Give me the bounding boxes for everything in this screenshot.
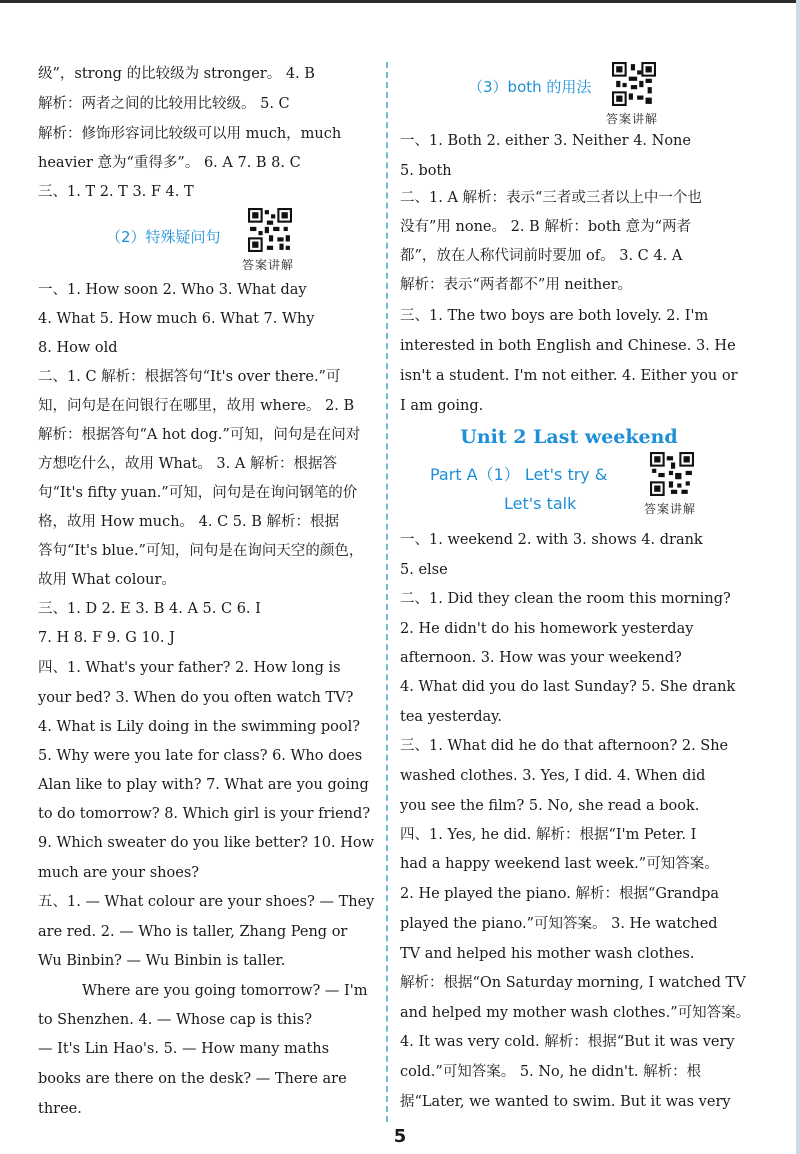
answer-line: 二、1. C 解析：根据答句“It's over there.”可 <box>38 369 341 385</box>
answer-line: 五、1. — What colour are your shoes? — They <box>38 894 375 910</box>
answer-line: 2. He didn't do his homework yesterday <box>400 621 694 637</box>
answer-line: 知，问句是在问银行在哪里，故用 where。 2. B <box>38 398 355 414</box>
answer-line: 解析：根据“On Saturday morning, I watched TV <box>400 975 746 991</box>
answer-line: heavier 意为“重得多”。 6. A 7. B 8. C <box>38 155 301 171</box>
answer-line: 7. H 8. F 9. G 10. J <box>38 630 175 646</box>
answer-line: 没有”用 none。 2. B 解析：both 意为“两者 <box>400 219 692 235</box>
section-title: （2）特殊疑问句 <box>106 228 221 246</box>
answer-line: 四、1. Yes, he did. 解析：根据“I'm Peter. I <box>400 827 697 843</box>
column-divider <box>386 62 388 1122</box>
answer-line: to do tomorrow? 8. Which girl is your friend? <box>38 806 371 822</box>
answer-line: 一、1. weekend 2. with 3. shows 4. drank <box>400 532 703 548</box>
answer-line: cold.”可知答案。 5. No, he didn't. 解析：根 <box>400 1064 702 1080</box>
answer-line: 8. How old <box>38 340 118 356</box>
answer-line: 三、1. T 2. T 3. F 4. T <box>38 184 194 200</box>
answer-line: 4. What 5. How much 6. What 7. Why <box>38 311 315 327</box>
answer-line: afternoon. 3. How was your weekend? <box>400 650 682 666</box>
answer-line: 解析：修饰形容词比较级可以用 much，much <box>38 126 342 142</box>
answer-line: isn't a student. I'm not either. 4. Either you or <box>400 368 738 384</box>
qr-label: 答案讲解 <box>242 258 295 272</box>
answer-line: your bed? 3. When do you often watch TV? <box>38 690 354 706</box>
answer-line: Where are you going tomorrow? — I'm <box>82 983 368 999</box>
answer-line: 9. Which sweater do you like better? 10. How <box>38 835 375 851</box>
answer-line: 一、1. How soon 2. Who 3. What day <box>38 282 307 298</box>
qr-code-icon[interactable] <box>248 208 292 252</box>
answer-line: had a happy weekend last week.”可知答案。 <box>400 856 719 872</box>
answer-line: played the piano.”可知答案。 3. He watched <box>400 916 718 932</box>
answer-line: — It's Lin Hao's. 5. — How many maths <box>38 1041 330 1057</box>
qr-code-icon[interactable] <box>612 62 656 106</box>
answer-line: 四、1. What's your father? 2. How long is <box>38 660 341 676</box>
top-border <box>0 0 800 3</box>
answer-line: 二、1. Did they clean the room this morning? <box>400 591 731 607</box>
answer-line: and helped my mother wash clothes.”可知答案。 <box>400 1005 751 1021</box>
answer-line: are red. 2. — Who is taller, Zhang Peng or <box>38 924 348 940</box>
answer-line: much are your shoes? <box>38 865 200 881</box>
answer-line: interested in both English and Chinese. 3. He <box>400 338 736 354</box>
part-title: Part A（1） Let's try & <box>430 465 608 484</box>
answer-line: 都”，放在人称代词前时要加 of。 3. C 4. A <box>400 248 683 264</box>
answer-line: 答句“It's blue.”可知，问句是在询问天空的颜色， <box>38 543 364 559</box>
answer-line: 一、1. Both 2. either 3. Neither 4. None <box>400 133 691 149</box>
qr-code-icon[interactable] <box>650 452 694 496</box>
answer-line: 4. What is Lily doing in the swimming pool? <box>38 719 360 735</box>
answer-line: tea yesterday. <box>400 709 503 725</box>
answer-line: 解析：根据答句“A hot dog.”可知，问句是在问对 <box>38 427 361 443</box>
answer-line: 二、1. A 解析：表示“三者或三者以上中一个也 <box>400 190 702 206</box>
answer-line: Alan like to play with? 7. What are you going <box>38 777 369 793</box>
answer-line: 解析：表示“两者都不”用 neither。 <box>400 277 633 293</box>
answer-line: three. <box>38 1101 82 1117</box>
answer-line: washed clothes. 3. Yes, I did. 4. When did <box>400 768 706 784</box>
answer-line: 格，故用 How much。 4. C 5. B 解析：根据 <box>38 514 340 530</box>
answer-line: 5. Why were you late for class? 6. Who does <box>38 748 363 764</box>
answer-line: 三、1. D 2. E 3. B 4. A 5. C 6. I <box>38 601 261 617</box>
qr-label: 答案讲解 <box>644 502 697 516</box>
answer-line: 4. What did you do last Sunday? 5. She drank <box>400 679 736 695</box>
answer-line: 2. He played the piano. 解析：根据“Grandpa <box>400 886 720 902</box>
answer-line: 5. else <box>400 562 448 578</box>
answer-line: Wu Binbin? — Wu Binbin is taller. <box>38 953 286 969</box>
answer-line: 故用 What colour。 <box>38 572 176 588</box>
answer-line: you see the film? 5. No, she read a book. <box>400 798 700 814</box>
answer-line: I am going. <box>400 398 484 414</box>
part-title: Let's talk <box>504 494 577 513</box>
qr-label: 答案讲解 <box>606 112 659 126</box>
answer-line: 句“It's fifty yuan.”可知，问句是在询问钢笔的价 <box>38 485 358 501</box>
answer-line: books are there on the desk? — There are <box>38 1071 347 1087</box>
answer-line: 5. both <box>400 163 452 179</box>
answer-line: 解析：两者之间的比较用比较级。 5. C <box>38 96 290 112</box>
section-title: （3）both 的用法 <box>468 78 592 96</box>
answer-line: TV and helped his mother wash clothes. <box>400 946 695 962</box>
unit-title: Unit 2 Last weekend <box>460 426 678 448</box>
answer-line: 三、1. What did he do that afternoon? 2. She <box>400 738 729 754</box>
page-number: 5 <box>393 1126 407 1147</box>
answer-line: 级”，strong 的比较级为 stronger。 4. B <box>38 66 315 82</box>
page-edge <box>796 0 800 1154</box>
answer-line: 三、1. The two boys are both lovely. 2. I'm <box>400 308 709 324</box>
answer-line: 方想吃什么，故用 What。 3. A 解析：根据答 <box>38 456 337 472</box>
answer-line: 据“Later, we wanted to swim. But it was very <box>400 1094 731 1110</box>
answer-line: to Shenzhen. 4. — Whose cap is this? <box>38 1012 312 1028</box>
answer-line: 4. It was very cold. 解析：根据“But it was very <box>400 1034 735 1050</box>
